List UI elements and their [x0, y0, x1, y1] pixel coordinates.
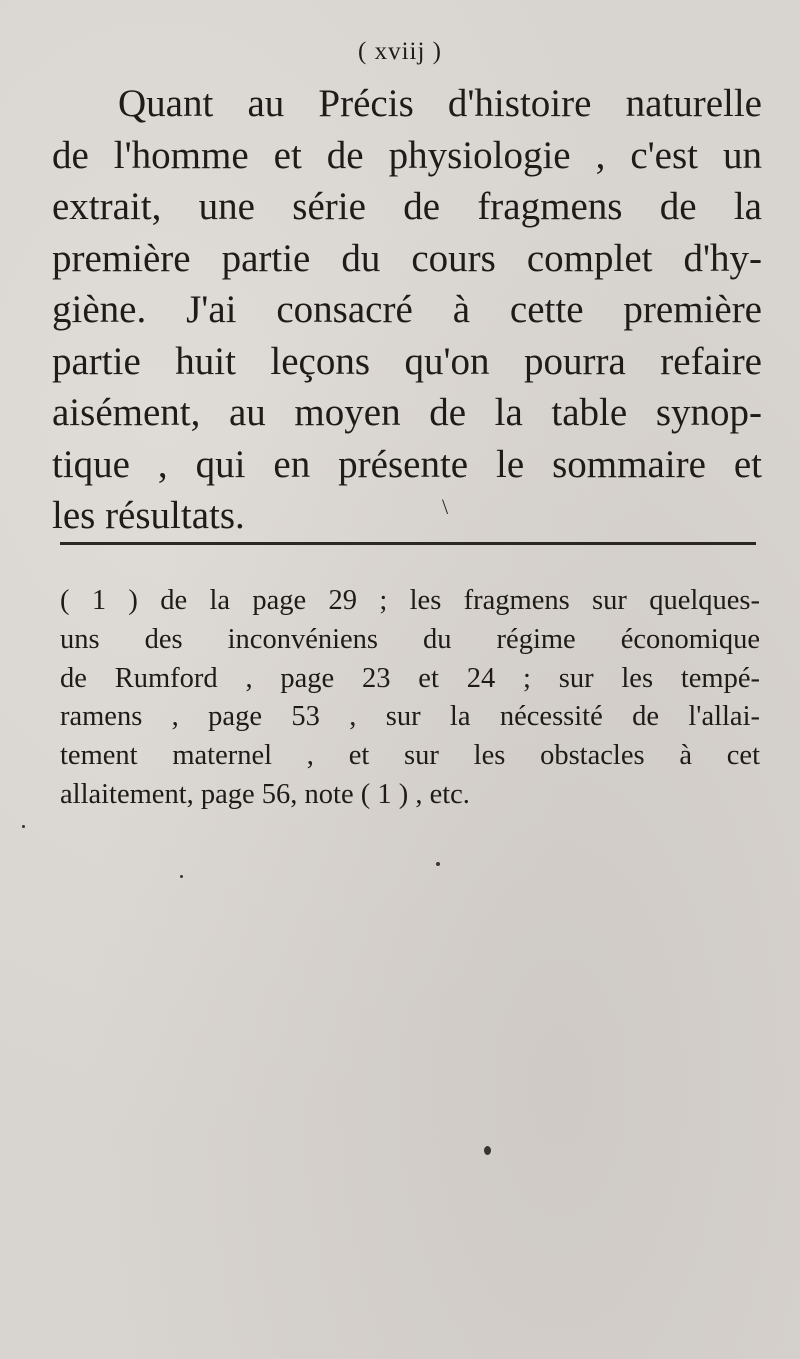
body-paragraph: [52, 78, 762, 542]
page-number-header: ( xviij ): [358, 38, 442, 65]
body-line: de l'homme et de physiologie , c'est un: [52, 133, 762, 177]
speck: [22, 825, 25, 828]
body-line: partie huit leçons qu'on pourra refaire: [52, 339, 762, 383]
speck: [436, 862, 440, 866]
footnote-separator-rule: [60, 542, 756, 546]
footnote-line: uns des inconvéniens du régime économique: [60, 623, 760, 655]
body-line: tique , qui en présente le sommaire et: [52, 442, 762, 486]
body-line: première partie du cours complet d'hy-: [52, 236, 762, 280]
body-line: giène. J'ai consacré à cette première: [52, 288, 762, 331]
speck: [484, 1146, 491, 1155]
footnote-line: ramens , page 53 , sur la nécessité de l'allai-: [60, 701, 760, 733]
body-line: Quant au Précis d'histoire naturelle: [118, 82, 762, 125]
stray-mark: \: [442, 494, 449, 519]
speck: [180, 875, 183, 878]
footnote-line: tement maternel , et sur les obstacles à cet: [60, 740, 760, 772]
footnote: [60, 582, 760, 815]
body-line: extrait, une série de fragmens de la: [52, 185, 762, 228]
body-line: aisément, au moyen de la table synop-: [52, 391, 762, 434]
footnote-line: ( 1 ) de la page 29 ; les fragmens sur quelques-: [60, 585, 760, 616]
body-line: les résultats.: [52, 494, 245, 537]
footnote-line: allaitement, page 56, note ( 1 ) , etc.: [60, 778, 470, 810]
footnote-line: de Rumford , page 23 et 24 ; sur les tempé-: [60, 662, 760, 694]
